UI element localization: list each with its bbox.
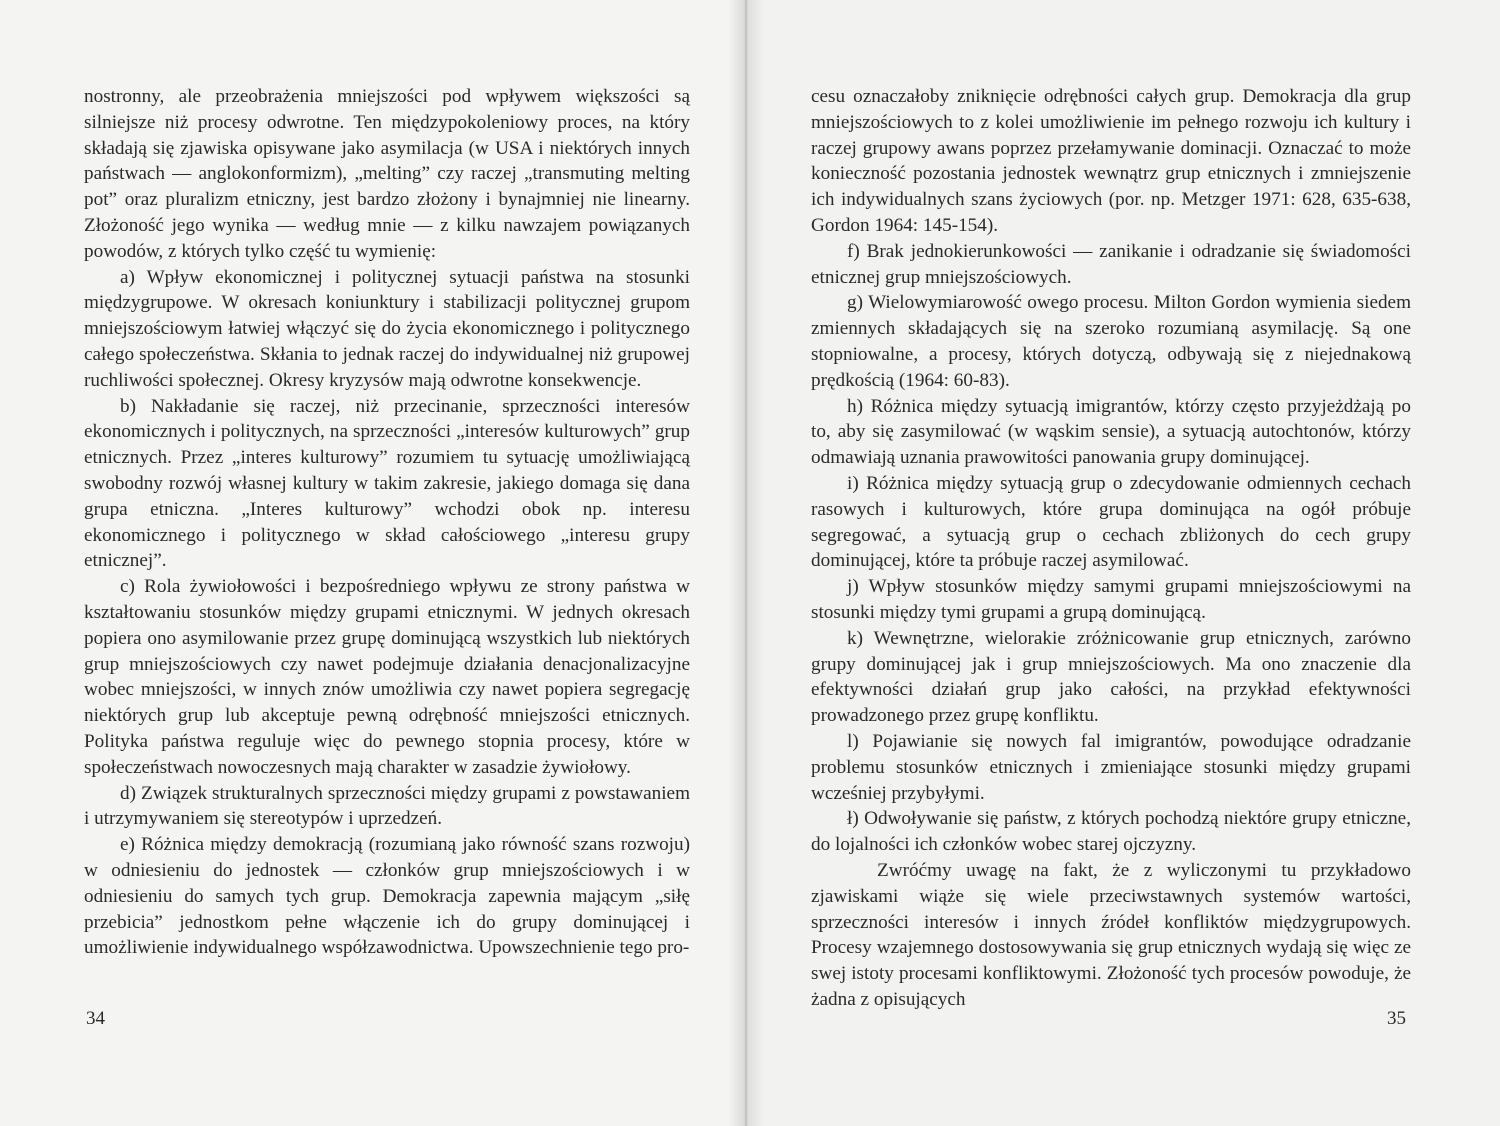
left-page	[0, 0, 745, 1126]
paragraph: h) Różnica między sytuacją imigrantów, którzy często przyjeżdżają po to, aby się zasymilować (w wąskim sensie), a sytuacją autochtonów, którzy odmawiają uznania prawowitości panowania grupy dominującej.	[811, 395, 1411, 469]
paragraph: c) Rola żywiołowości i bezpośredniego wpływu ze strony państwa w kształtowaniu stosunków między grupami etnicznymi. W jednych okresach popiera ono asymilowanie przez grupę dominującą wszystkich lub niektórych grup mniejszościowych czy nawet podejmuje działania denacjonalizacyjne wobec mniejszości, w innych znów umożliwia czy nawet popiera segregację niektórych grup lub akceptuje pewną odrębność mniejszości etnicznych. Polityka państwa reguluje więc do pewnego stopnia procesy, które w społeczeństwach nowoczesnych mają charakter w zasadzie żywiołowy.	[84, 576, 690, 778]
paragraph: d) Związek strukturalnych sprzeczności między grupami z powstawaniem i utrzymywaniem się stereotypów i uprzedzeń.	[84, 782, 690, 830]
paragraph: i) Różnica między sytuacją grup o zdecydowanie odmiennych cechach rasowych i kulturowych, które grupa dominująca na ogół próbuje segregować, a sytuacją grup o cechach zbliżonych do cech grupy dominującej, które ta próbuje raczej asymilować.	[811, 472, 1411, 572]
paragraph: b) Nakładanie się raczej, niż przecinanie, sprzeczności interesów ekonomicznych i politycznych, na sprzeczności „interesów kulturowych” grup etnicznych. Przez „interes kulturowy” rozumiem tu sytuację umożliwiającą swobodny rozwój własnej kultury w takim zakresie, jakiego domaga się dana grupa etniczna. „Interes kulturowy” wchodzi obok np. interesu ekonomicznego i politycznego w skład całościowego „interesu grupy etnicznej”.	[84, 395, 690, 572]
paragraph: f) Brak jednokierunkowości — zanikanie i odradzanie się świadomości etnicznej grup mniejszościowych.	[811, 240, 1411, 288]
paragraph: l) Pojawianie się nowych fal imigrantów, powodujące odradzanie problemu stosunków etnicznych i zmieniające stosunki między grupami wcześniej przybyłymi.	[811, 730, 1411, 804]
paragraph: k) Wewnętrzne, wielorakie zróżnicowanie grup etnicznych, zarówno grupy dominującej jak i grup mniejszościowych. Ma ono znaczenie dla efektywności działań grup jako całości, na przykład efektywności prowadzonego przez grupę konfliktu.	[811, 627, 1411, 727]
page-number: 35	[1387, 1008, 1406, 1029]
paragraph: ł) Odwoływanie się państw, z których pochodzą niektóre grupy etniczne, do lojalności ich członków wobec starej ojczyzny.	[811, 808, 1411, 856]
right-page-text	[811, 84, 1411, 1013]
book-gutter	[728, 0, 764, 1126]
paragraph: cesu oznaczałoby zniknięcie odrębności całych grup. Demokracja dla grup mniejszościowych to z kolei umożliwienie im pełnego rozwoju ich kultury i raczej grupowy awans poprzez przełamywanie dominacji. Oznaczać to może konieczność pozostania jednostek wewnątrz grup etnicznych i zmniejszenie ich indywidualnych szans życiowych (por. np. Metzger 1971: 628, 635-638, Gordon 1964: 145-154).	[811, 86, 1411, 236]
paragraph: g) Wielowymiarowość owego procesu. Milton Gordon wymienia siedem zmiennych składających się na szeroko rozumianą asymilację. Są one stopniowalne, a procesy, których dotyczą, odbywają się z niejednakową prędkością (1964: 60-83).	[811, 292, 1411, 391]
paragraph: e) Różnica między demokracją (rozumianą jako równość szans rozwoju) w odniesieniu do jednostek — członków grup mniejszościowych i w odniesieniu do samych tych grup. Demokracja zapewnia mającym „siłę przebicia” jednostkom pełne włączenie ich do grupy dominującej i umożliwienie indywidualnego współzawodnictwa. Upowszechnienie tego pro-	[84, 834, 690, 959]
paragraph: a) Wpływ ekonomicznej i politycznej sytuacji państwa na stosunki międzygrupowe. W okresach koniunktury i stabilizacji politycznej grupom mniejszościowym łatwiej włączyć się do życia ekonomicznego i politycznego całego społeczeństwa. Skłania to jednak raczej do indywidualnej niż grupowej ruchliwości społecznej. Okresy kryzysów mają odwrotne konsekwencje.	[84, 266, 690, 391]
paragraph: j) Wpływ stosunków między samymi grupami mniejszościowymi na stosunki między tymi grupami a grupą dominującą.	[811, 576, 1411, 623]
left-page-text	[84, 84, 690, 961]
right-page	[745, 0, 1500, 1126]
paragraph: nostronny, ale przeobrażenia mniejszości pod wpływem większości są silniejsze niż procesy odwrotne. Ten międzypokoleniowy proces, na który składają się zjawiska opisywane jako asymilacja (w USA i niektórych innych państwach — anglokonformizm), „melting” czy raczej „transmuting melting pot” oraz pluralizm etniczny, jest bardzo złożony i bynajmniej nie linearny. Złożoność jego wynika — według mnie — z kilku nawzajem powiązanych powodów, z których tylko część tu wymienię:	[84, 86, 690, 262]
page-number: 34	[86, 1008, 105, 1029]
paragraph: Zwróćmy uwagę na fakt, że z wyliczonymi tu przykładowo zjawiskami wiąże się wiele przeciwstawnych systemów wartości, sprzeczności interesów i innych źródeł konfliktów międzygrupowych. Procesy wzajemnego dostosowywania się grup etnicznych wydają się więc ze swej istoty procesami konfliktowymi. Złożoność tych procesów powoduje, że żadna z opisujących	[811, 859, 1411, 1010]
